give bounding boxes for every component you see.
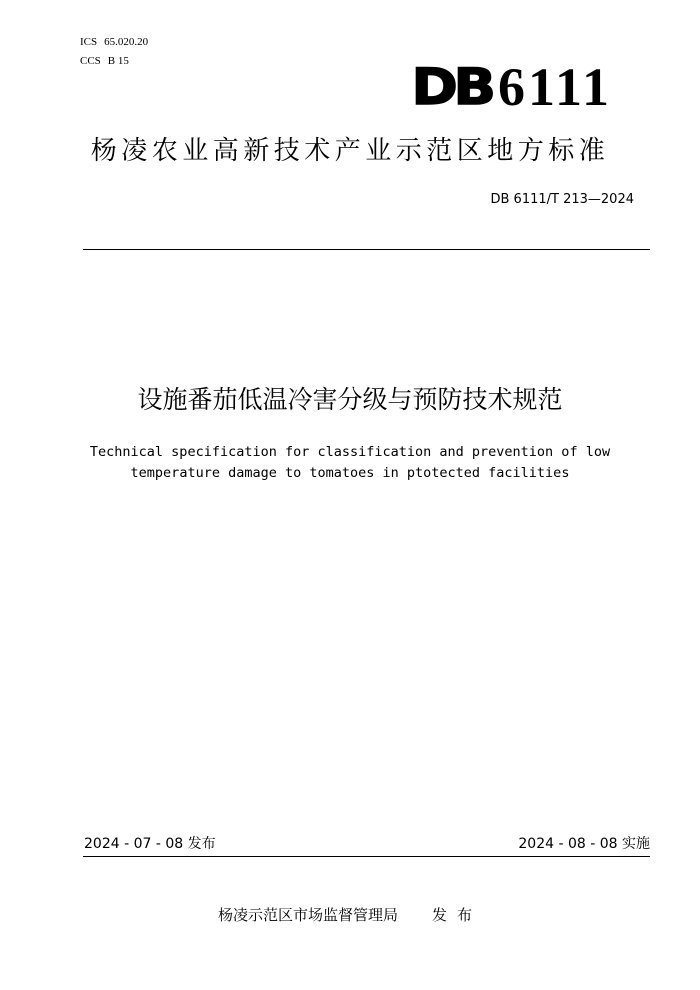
standard-authority-title: 杨凌农业高新技术产业示范区地方标准 bbox=[90, 136, 610, 166]
db-region-number: 6111 bbox=[497, 57, 612, 117]
standard-number: DB 6111/T 213—2024 bbox=[490, 192, 634, 207]
ccs-label: CCS bbox=[80, 55, 101, 67]
implementation-date: 2024 - 08 - 08 实施 bbox=[518, 836, 650, 852]
ics-value: 65.020.20 bbox=[104, 36, 149, 48]
document-title-english-line-2: temperature damage to tomatoes in ptotected facilities bbox=[130, 465, 570, 481]
ics-code bbox=[80, 35, 148, 49]
document-title-english-line-1: Technical specification for classification and prevention of low bbox=[89, 444, 611, 460]
issuer-name: 杨凌示范区市场监督管理局 bbox=[217, 906, 398, 924]
bottom-divider bbox=[83, 856, 650, 857]
ccs-value: B 15 bbox=[107, 55, 129, 67]
issue-date: 2024 - 07 - 08 发布 bbox=[84, 836, 216, 852]
db-logo-letters: DB bbox=[411, 58, 492, 116]
top-divider bbox=[83, 249, 650, 250]
db-standard-mark bbox=[411, 56, 612, 117]
document-title-chinese: 设施番茄低温冷害分级与预防技术规范 bbox=[137, 385, 563, 414]
issuer-verb: 发布 bbox=[432, 906, 483, 924]
ics-label: ICS bbox=[80, 36, 98, 48]
issuing-authority bbox=[0, 905, 700, 925]
ccs-code bbox=[80, 54, 129, 68]
